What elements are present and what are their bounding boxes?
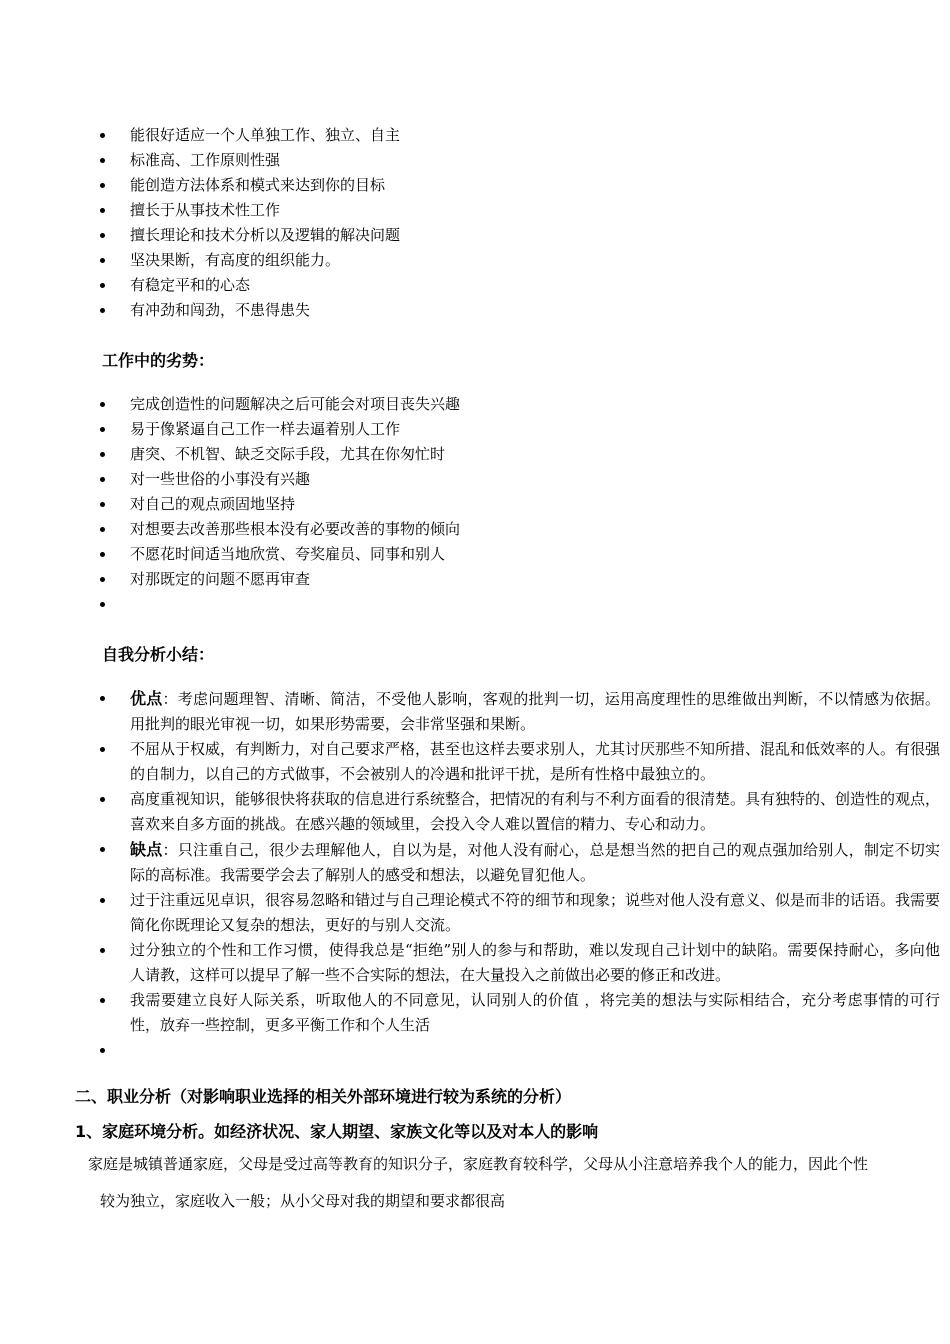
strength-item: [100, 273, 945, 298]
summary-item: [100, 1038, 940, 1063]
bullet-icon: [100, 452, 105, 457]
strength-item-text: 擅长于从事技术性工作: [130, 201, 281, 219]
summary-item: [100, 737, 940, 787]
strength-item: [100, 223, 945, 248]
bullet-icon: [100, 402, 105, 407]
bullet-icon: [100, 502, 105, 507]
weakness-item-text: 对自己的观点顽固地坚持: [130, 495, 296, 513]
strength-item-text: 能很好适应一个人单独工作、独立、自主: [130, 126, 401, 144]
bullet-icon: [100, 797, 105, 802]
strength-item-text: 能创造方法体系和模式来达到你的目标: [130, 176, 386, 194]
bullet-icon: [100, 747, 105, 752]
bullet-icon: [100, 283, 105, 288]
strength-item: [100, 248, 945, 273]
summary-item: [100, 938, 940, 988]
bullet-icon: [100, 183, 105, 188]
bullet-icon: [100, 477, 105, 482]
summary-heading: 自我分析小结：: [102, 645, 215, 664]
strength-item-text: 标准高、工作原则性强: [130, 151, 281, 169]
summary-item-text: 过于注重远见卓识，很容易忽略和错过与自己理论模式不符的细节和现象；说些对他人没有意义、似是而非的话语。我需要简化你既理论又复杂的想法，更好的与别人交流。: [130, 891, 941, 934]
strength-item: [100, 198, 945, 223]
bullet-icon: [100, 602, 105, 607]
summary-item: [100, 988, 940, 1038]
weakness-item-text: 完成创造性的问题解决之后可能会对项目丧失兴趣: [130, 395, 461, 413]
bullet-icon: [100, 158, 105, 163]
summary-item-label: 缺点: [130, 840, 163, 859]
summary-item-text: 高度重视知识，能够很快将获取的信息进行系统整合，把情况的有利与不利方面看的很清楚。具有独特的、创造性的观点，喜欢来自多方面的挑战。在感兴趣的领域里，会投入令人难以置信的精力、专心和动力。: [130, 790, 941, 833]
weaknesses-heading: 工作中的劣势：: [102, 351, 215, 370]
bullet-icon: [100, 696, 105, 701]
bullet-icon: [100, 552, 105, 557]
summary-list: [100, 686, 940, 1063]
summary-item-text: 我需要建立良好人际关系，听取他人的不同意见，认同别人的价值 ，将完美的想法与实际相结合，充分考虑事情的可行性，放弃一些控制，更多平衡工作和个人生活: [130, 991, 940, 1034]
weakness-item: [100, 392, 945, 417]
bullet-icon: [100, 308, 105, 313]
summary-item: [100, 888, 940, 938]
weakness-item: [100, 567, 945, 592]
weakness-item-text: 不愿花时间适当地欣赏、夸奖雇员、同事和别人: [130, 545, 446, 563]
family-paragraph-line2: 较为独立，家庭收入一般；从小父母对我的期望和要求都很高: [100, 1192, 506, 1210]
bullet-icon: [100, 208, 105, 213]
strength-item: [100, 148, 945, 173]
weakness-item: [100, 442, 945, 467]
strength-item-text: 坚决果断，有高度的组织能力。: [130, 251, 341, 269]
weakness-item-text: 对那既定的问题不愿再审查: [130, 570, 311, 588]
weakness-item-text: 对一些世俗的小事没有兴趣: [130, 470, 311, 488]
strength-item: [100, 123, 945, 148]
strength-item-text: 擅长理论和技术分析以及逻辑的解决问题: [130, 226, 401, 244]
weakness-item-text: 对想要去改善那些根本没有必要改善的事物的倾向: [130, 520, 461, 538]
strength-item-text: 有冲劲和闯劲，不患得患失: [130, 301, 311, 319]
bullet-icon: [100, 898, 105, 903]
bullet-icon: [100, 847, 105, 852]
bullet-icon: [100, 998, 105, 1003]
bullet-icon: [100, 258, 105, 263]
summary-item-text: 过分独立的个性和工作习惯，使得我总是“拒绝”别人的参与和帮助，难以发现自己计划中的缺陷。需要保持耐心，多向他人请教，这样可以提早了解一些不合实际的想法，在大量投入之前做出必要的修正和改进。: [130, 941, 940, 984]
summary-item: [100, 837, 940, 888]
strengths-list: [100, 123, 945, 323]
weakness-item: [100, 542, 945, 567]
bullet-icon: [100, 133, 105, 138]
summary-item: [100, 787, 940, 837]
bullet-icon: [100, 427, 105, 432]
summary-item-text: 不屈从于权威，有判断力，对自己要求严格，甚至也这样去要求别人，尤其讨厌那些不知所措、混乱和低效率的人。有很强的自制力，以自己的方式做事，不会被别人的冷遇和批评干扰，是所有性格中最独立的。: [130, 740, 941, 783]
section2-heading: 二、职业分析（对影响职业选择的相关外部环境进行较为系统的分析）: [75, 1087, 572, 1106]
bullet-icon: [100, 577, 105, 582]
bullet-icon: [100, 1048, 105, 1053]
section2-1-heading: 1、家庭环境分析。如经济状况、家人期望、家族文化等以及对本人的影响: [75, 1122, 599, 1141]
summary-item-text: ：只注重自己，很少去理解他人，自以为是，对他人没有耐心，总是想当然的把自己的观点强加给别人，制定不切实际的高标准。我需要学会去了解别人的感受和想法，以避免冒犯他人。: [130, 841, 940, 884]
weakness-item: [100, 592, 945, 617]
weakness-item: [100, 517, 945, 542]
weakness-item-text: 易于像紧逼自己工作一样去逼着别人工作: [130, 420, 401, 438]
weakness-item: [100, 492, 945, 517]
strength-item-text: 有稳定平和的心态: [130, 276, 251, 294]
summary-item-text: ：考虑问题理智、清晰、简洁，不受他人影响，客观的批判一切，运用高度理性的思维做出判断，不以情感为依据。用批判的眼光审视一切，如果形势需要，会非常坚强和果断。: [130, 690, 940, 733]
weakness-item: [100, 417, 945, 442]
bullet-icon: [100, 527, 105, 532]
bullet-icon: [100, 948, 105, 953]
weakness-item-text: 唐突、不机智、缺乏交际手段，尤其在你匆忙时: [130, 445, 446, 463]
summary-item: [100, 686, 940, 737]
weaknesses-list: [100, 392, 945, 617]
strength-item: [100, 298, 945, 323]
strength-item: [100, 173, 945, 198]
bullet-icon: [100, 233, 105, 238]
weakness-item: [100, 467, 945, 492]
family-paragraph-line1: 家庭是城镇普通家庭，父母是受过高等教育的知识分子，家庭教育较科学，父母从小注意培养我个人的能力，因此个性: [88, 1155, 869, 1173]
summary-item-label: 优点: [130, 689, 163, 708]
